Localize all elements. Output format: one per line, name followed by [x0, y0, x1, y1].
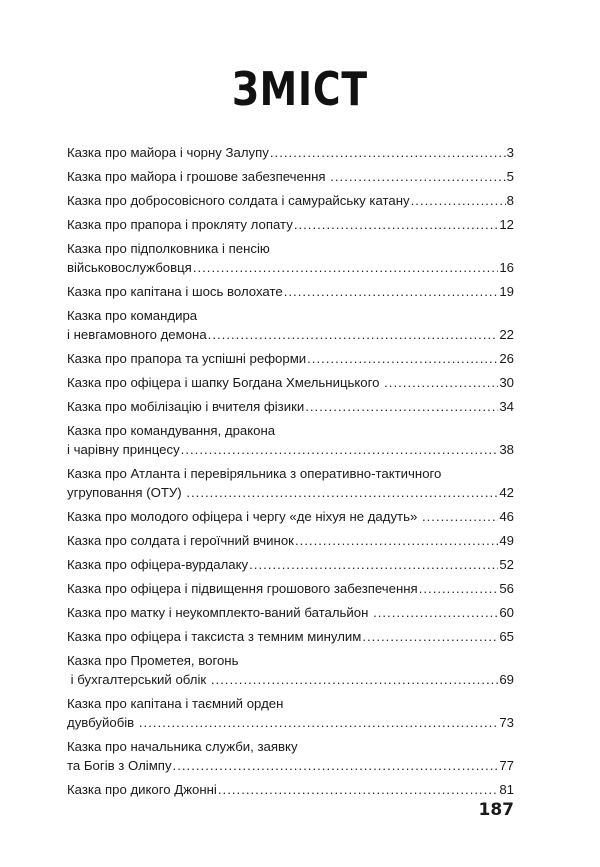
- toc-entry-title: Казка про начальника служби, заявку: [67, 739, 298, 754]
- toc-entry[interactable]: [67, 555, 514, 574]
- toc-entry-line: [67, 603, 514, 622]
- dot-leader: [208, 325, 499, 344]
- toc-entry[interactable]: [67, 531, 514, 550]
- toc-entry-line: [67, 507, 514, 526]
- toc-page-number: 49: [499, 533, 514, 548]
- dot-leader: [411, 191, 506, 210]
- toc-entry[interactable]: [67, 373, 514, 392]
- dot-leader: [422, 507, 498, 526]
- dot-leader: [373, 603, 498, 622]
- dot-leader: [330, 167, 505, 186]
- toc-page-number: 19: [499, 284, 514, 299]
- toc-entry-title: та Богів з Олімпу: [67, 758, 172, 773]
- dot-leader: [384, 373, 498, 392]
- dot-leader: [305, 397, 498, 416]
- toc-page-number: 60: [499, 605, 514, 620]
- toc-page-number: 56: [499, 581, 514, 596]
- toc-page-number: 16: [499, 260, 514, 275]
- dot-leader: [139, 713, 498, 732]
- toc-entry-title: Казка про капітана і шось волохате: [67, 284, 283, 299]
- dot-leader: [181, 440, 499, 459]
- toc-entry-title: і чарівну принцесу: [67, 442, 180, 457]
- dot-leader: [186, 483, 498, 502]
- toc-entry-title: і бухгалтерський облік: [67, 672, 210, 687]
- toc-entry-line: [67, 464, 514, 483]
- toc-entry-title: Казка про прапора та успішні реформи: [67, 351, 307, 366]
- toc-page-number: 3: [506, 145, 514, 160]
- toc-page-number: 73: [499, 715, 514, 730]
- toc-entry-line: [67, 143, 514, 162]
- toc-entry[interactable]: [67, 397, 514, 416]
- toc-entry-line: [67, 373, 514, 392]
- toc-entry-title: Казка про майора і грошове забезпечення: [67, 169, 330, 184]
- toc-entry-line: [67, 670, 514, 689]
- toc-entry[interactable]: [67, 306, 514, 344]
- toc-entry-title: дувбуйобів: [67, 715, 138, 730]
- toc-entry-title: угруповання (ОТУ): [67, 485, 186, 500]
- toc-entry-line: [67, 282, 514, 301]
- toc-entry[interactable]: [67, 694, 514, 732]
- toc-entry[interactable]: [67, 737, 514, 775]
- dot-leader: [294, 215, 499, 234]
- toc-entry-title: Казка про капітана і таємний орден: [67, 696, 284, 711]
- dot-leader: [284, 282, 499, 301]
- toc-entry-line: [67, 756, 514, 775]
- toc-entry-line: [67, 579, 514, 598]
- toc-page-number: 30: [499, 375, 514, 390]
- toc-entry-line: [67, 397, 514, 416]
- toc-entry-line: [67, 555, 514, 574]
- table-of-contents: [67, 143, 514, 804]
- toc-entry-title: Казка про офіцера-вурдалаку: [67, 557, 249, 572]
- toc-entry-line: [67, 215, 514, 234]
- toc-page-number: 46: [499, 509, 514, 524]
- toc-page-number: 65: [499, 629, 514, 644]
- dot-leader: [270, 143, 506, 162]
- toc-entry[interactable]: [67, 603, 514, 622]
- toc-page-number: 77: [499, 758, 514, 773]
- toc-page-number: 12: [499, 217, 514, 232]
- toc-entry-title: Казка про командира: [67, 308, 198, 323]
- toc-entry[interactable]: [67, 651, 514, 689]
- toc-entry[interactable]: [67, 167, 514, 186]
- toc-entry[interactable]: [67, 239, 514, 277]
- dot-leader: [193, 258, 499, 277]
- toc-entry[interactable]: [67, 215, 514, 234]
- toc-entry-line: [67, 780, 514, 799]
- toc-entry-title: Казка про командування, дракона: [67, 423, 276, 438]
- toc-entry-title: Казка про майора і чорну Залупу: [67, 145, 269, 160]
- toc-entry-title: військовослужбовця: [67, 260, 192, 275]
- toc-entry-title: Казка про підполковника і пенсію: [67, 241, 270, 256]
- toc-entry-line: [67, 167, 514, 186]
- toc-page-number: 38: [499, 442, 514, 457]
- dot-leader: [173, 756, 499, 775]
- dot-leader: [218, 780, 498, 799]
- toc-entry-line: [67, 440, 514, 459]
- toc-entry-line: [67, 325, 514, 344]
- toc-entry-title: Казка про молодого офіцера і чергу «де ніхуя не дадуть»: [67, 509, 421, 524]
- dot-leader: [249, 555, 498, 574]
- toc-entry[interactable]: [67, 464, 514, 502]
- toc-entry[interactable]: [67, 627, 514, 646]
- toc-entry-line: [67, 258, 514, 277]
- dot-leader: [211, 670, 499, 689]
- toc-entry-line: [67, 737, 514, 756]
- dot-leader: [419, 579, 499, 598]
- toc-entry-line: [67, 627, 514, 646]
- toc-entry[interactable]: [67, 421, 514, 459]
- dot-leader: [307, 349, 498, 368]
- toc-entry[interactable]: [67, 282, 514, 301]
- toc-page-number: 42: [499, 485, 514, 500]
- toc-entry-line: [67, 191, 514, 210]
- toc-page-number: 22: [499, 327, 514, 342]
- dot-leader: [295, 531, 498, 550]
- toc-page-number: 34: [499, 399, 514, 414]
- toc-page-number: 26: [499, 351, 514, 366]
- toc-entry-title: Казка про офіцера і підвищення грошового забезпечення: [67, 581, 418, 596]
- toc-entry-title: Казка про матку і неукомплекто-ваний батальйон: [67, 605, 373, 620]
- toc-entry-title: Казка про мобілізацію і вчителя фізики: [67, 399, 305, 414]
- toc-page-number: 81: [499, 782, 514, 797]
- toc-entry-line: [67, 349, 514, 368]
- toc-entry-line: [67, 713, 514, 732]
- toc-entry-title: Казка про солдата і героїчний вчинок: [67, 533, 294, 548]
- toc-page-number: 5: [506, 169, 514, 184]
- toc-entry-line: [67, 306, 514, 325]
- toc-entry-title: Казка про добросовісного солдата і самурайську катану: [67, 193, 410, 208]
- toc-entry[interactable]: [67, 780, 514, 799]
- toc-entry[interactable]: [67, 507, 514, 526]
- toc-entry-line: [67, 651, 514, 670]
- toc-page-number: 52: [499, 557, 514, 572]
- toc-entry-title: Казка про дикого Джонні: [67, 782, 217, 797]
- toc-entry-line: [67, 421, 514, 440]
- toc-entry-title: Казка про Прометея, вогонь: [67, 653, 239, 668]
- toc-entry-title: Казка про офіцера і таксиста з темним минулим: [67, 629, 362, 644]
- toc-entry[interactable]: [67, 191, 514, 210]
- toc-entry-title: Казка про офіцера і шапку Богдана Хмельницького: [67, 375, 384, 390]
- page-number: 187: [478, 800, 514, 820]
- page-title: ЗМІСТ: [232, 62, 368, 116]
- toc-entry-title: Казка про прапора і прокляту лопату: [67, 217, 293, 232]
- toc-entry-title: Казка про Атланта і перевіряльника з оперативно-тактичного: [67, 466, 442, 481]
- toc-entry[interactable]: [67, 579, 514, 598]
- toc-entry-line: [67, 694, 514, 713]
- toc-entry-title: і невгамовного демона: [67, 327, 207, 342]
- toc-entry[interactable]: [67, 143, 514, 162]
- toc-page-number: 8: [506, 193, 514, 208]
- toc-entry-line: [67, 239, 514, 258]
- dot-leader: [362, 627, 498, 646]
- toc-entry-line: [67, 483, 514, 502]
- toc-entry[interactable]: [67, 349, 514, 368]
- toc-entry-line: [67, 531, 514, 550]
- toc-page-number: 69: [499, 672, 514, 687]
